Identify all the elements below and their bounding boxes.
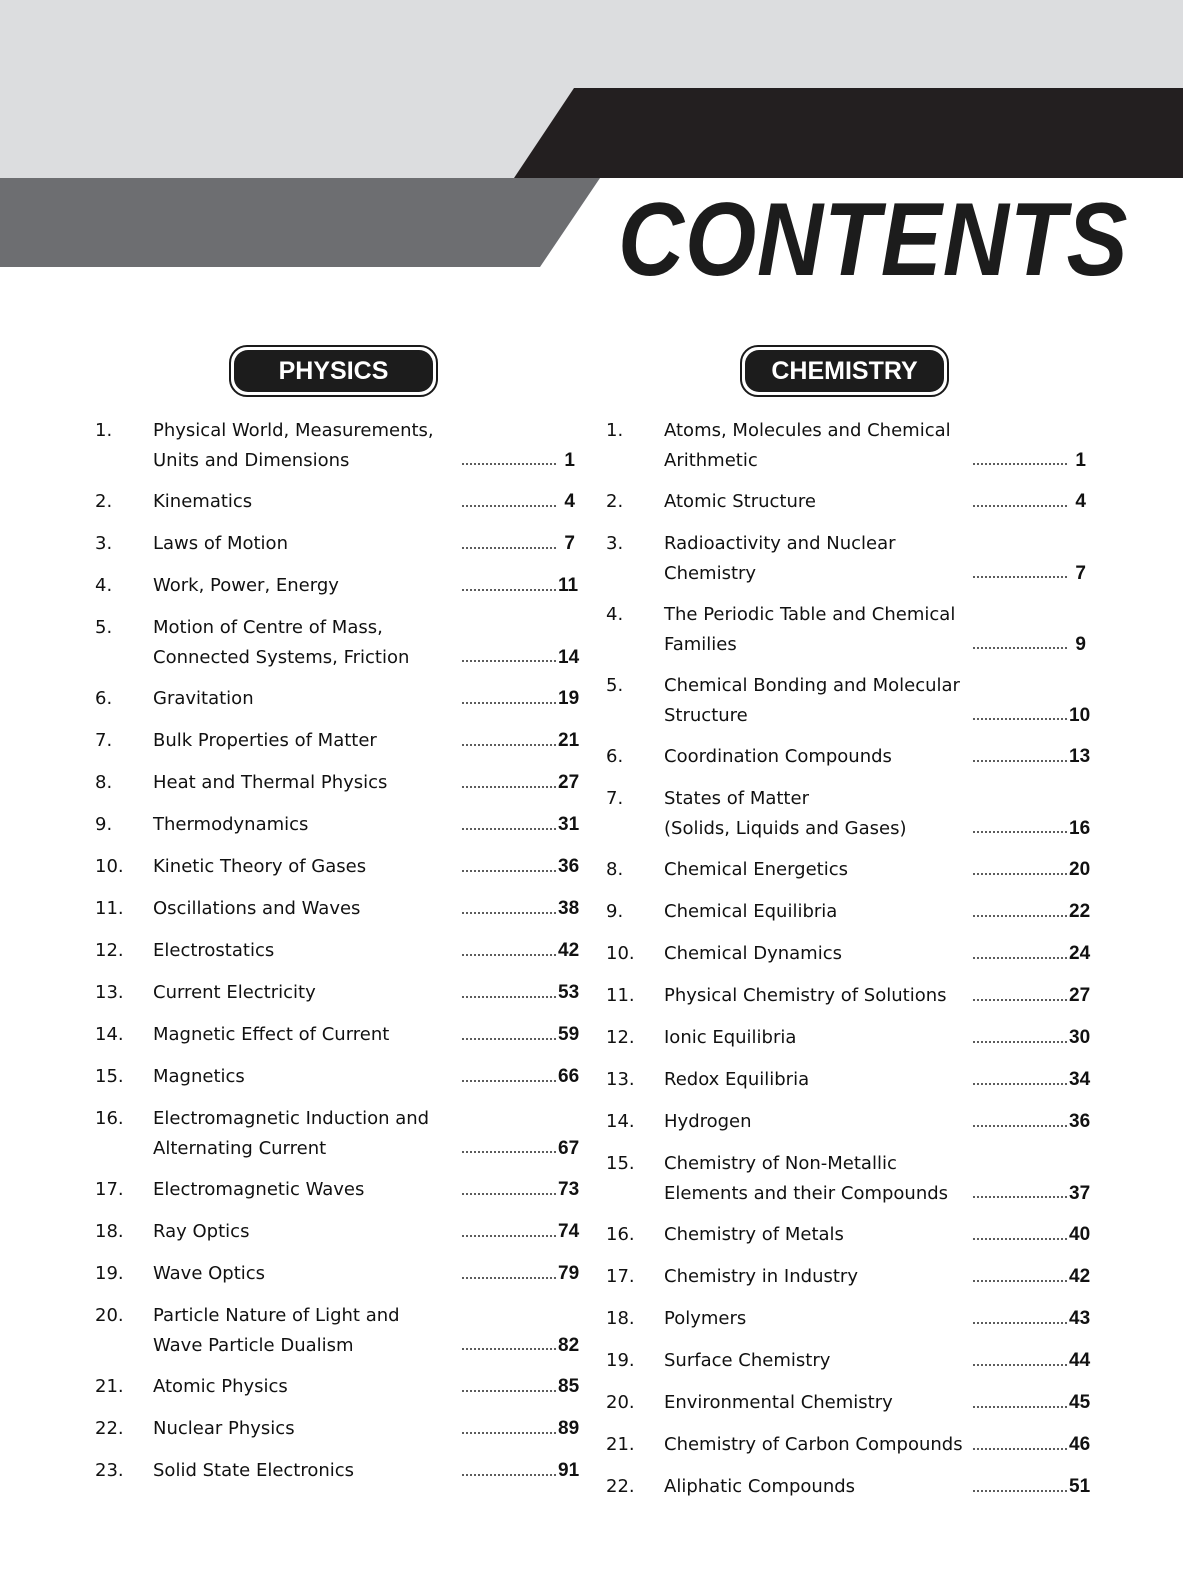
entry-page-number: 11 (558, 575, 579, 596)
entry-number: 10. (606, 943, 635, 964)
entry-page-number: 79 (558, 1263, 580, 1284)
entry-number: 4. (95, 575, 113, 596)
entry-number: 8. (606, 859, 624, 880)
dot-leader (972, 1278, 1069, 1284)
entry-title: Particle Nature of Light and Wave Particle Dualism (153, 1305, 400, 1356)
physics-toc-entry (95, 1020, 580, 1050)
dot-leader (461, 503, 558, 509)
dot-leader (461, 1472, 558, 1478)
chemistry-toc-entry (606, 1430, 1091, 1460)
entry-number: 13. (606, 1069, 635, 1090)
entry-page-number: 91 (558, 1460, 580, 1481)
entry-title: Electromagnetic Induction and Alternating Current (153, 1108, 430, 1159)
entry-page-number: 7 (1075, 562, 1086, 584)
chemistry-toc-entry (606, 855, 1091, 885)
entry-title: Nuclear Physics (153, 1418, 295, 1439)
entry-number: 12. (95, 940, 124, 961)
dot-leader (461, 700, 558, 706)
dot-leader (461, 1233, 558, 1239)
entry-title: Aliphatic Compounds (664, 1476, 856, 1497)
entry-title: Wave Optics (153, 1263, 266, 1284)
entry-number: 16. (606, 1224, 635, 1245)
entry-page-number: 36 (558, 856, 580, 877)
chemistry-toc-entry (606, 671, 1091, 730)
entry-page-number: 42 (1069, 1266, 1091, 1287)
entry-page-number: 36 (1069, 1111, 1091, 1132)
physics-toc-entry (95, 571, 579, 601)
physics-toc-entry (95, 768, 580, 798)
dot-leader (972, 871, 1069, 877)
entry-page-number: 40 (1069, 1224, 1091, 1245)
physics-toc-entry (95, 1301, 580, 1360)
entry-page-number: 38 (558, 898, 580, 919)
entry-number: 2. (95, 491, 113, 512)
chemistry-toc-entry (606, 981, 1091, 1011)
entry-number: 22. (606, 1476, 635, 1497)
dot-leader (972, 1123, 1069, 1129)
entry-number: 21. (95, 1376, 124, 1397)
physics-toc-entry (95, 1414, 580, 1444)
entry-number: 22. (95, 1418, 124, 1439)
entry-title: The Periodic Table and Chemical Families (664, 604, 956, 655)
entry-number: 14. (95, 1024, 124, 1045)
page-title: CONTENTS (618, 182, 1129, 298)
entry-number: 14. (606, 1111, 635, 1132)
entry-page-number: 4 (564, 491, 575, 512)
entry-title: Chemical Bonding and Molecular Structure (664, 675, 960, 726)
chemistry-toc-entry (606, 1149, 1091, 1208)
entry-page-number: 31 (558, 814, 580, 835)
entry-number: 8. (95, 772, 113, 793)
dot-leader (972, 1081, 1069, 1087)
entry-number: 2. (606, 491, 624, 512)
physics-toc-entry (95, 416, 575, 475)
entry-number: 11. (95, 898, 124, 919)
entry-title: Hydrogen (664, 1111, 752, 1132)
dot-leader (461, 1346, 558, 1352)
chemistry-toc-entry (606, 487, 1086, 517)
chemistry-contents-list (606, 416, 1091, 1502)
entry-title: Chemistry of Carbon Compounds (664, 1434, 963, 1455)
entry-number: 12. (606, 1027, 635, 1048)
entry-number: 10. (95, 856, 124, 877)
entry-title: Current Electricity (153, 982, 316, 1003)
entry-title: Radioactivity and Nuclear Chemistry (664, 533, 896, 584)
entry-title: Atomic Physics (153, 1376, 288, 1397)
chemistry-heading-badge (740, 345, 949, 397)
entry-title: Heat and Thermal Physics (153, 772, 388, 793)
dot-leader (461, 742, 558, 748)
physics-toc-entry (95, 613, 580, 672)
entry-page-number: 20 (1069, 859, 1091, 880)
dot-leader (972, 461, 1069, 467)
entry-number: 15. (606, 1153, 635, 1174)
banner-dark-band (514, 88, 1183, 178)
entry-page-number: 1 (1075, 449, 1086, 471)
entry-page-number: 59 (558, 1024, 580, 1045)
chemistry-toc-entry (606, 529, 1086, 588)
entry-number: 18. (606, 1308, 635, 1329)
entry-page-number: 37 (1069, 1182, 1091, 1204)
dot-leader (461, 784, 558, 790)
entry-page-number: 9 (1075, 633, 1086, 655)
entry-page-number: 85 (558, 1376, 580, 1397)
entry-page-number: 16 (1069, 817, 1091, 839)
dot-leader (972, 1362, 1069, 1368)
physics-toc-entry (95, 1456, 580, 1486)
entry-page-number: 45 (1069, 1392, 1091, 1413)
chemistry-toc-entry (606, 1220, 1091, 1250)
physics-toc-entry (95, 852, 580, 882)
entry-number: 20. (606, 1392, 635, 1413)
entry-title: Kinematics (153, 491, 253, 512)
entry-number: 5. (606, 675, 624, 696)
chemistry-toc-entry (606, 1346, 1091, 1376)
entry-title: Surface Chemistry (664, 1350, 831, 1371)
physics-toc-entry (95, 1062, 580, 1092)
physics-toc-entry (95, 810, 580, 840)
entry-page-number: 51 (1069, 1476, 1091, 1497)
dot-leader (972, 758, 1069, 764)
physics-toc-entry (95, 978, 580, 1008)
entry-number: 11. (606, 985, 635, 1006)
entry-number: 9. (606, 901, 624, 922)
dot-leader (972, 913, 1069, 919)
dot-leader (461, 826, 558, 832)
entry-title: Gravitation (153, 688, 254, 709)
entry-page-number: 4 (1075, 491, 1086, 512)
entry-number: 21. (606, 1434, 635, 1455)
entry-number: 6. (606, 746, 624, 767)
entry-number: 16. (95, 1108, 124, 1129)
entry-title: Physical Chemistry of Solutions (664, 985, 947, 1006)
physics-toc-entry (95, 936, 580, 966)
dot-leader (461, 587, 558, 593)
entry-title: Coordination Compounds (664, 746, 892, 767)
entry-page-number: 67 (558, 1137, 580, 1159)
entry-title: Bulk Properties of Matter (153, 730, 377, 751)
entry-number: 6. (95, 688, 113, 709)
entry-title: Chemical Energetics (664, 859, 849, 880)
entry-title: Motion of Centre of Mass, Connected Systems, Friction (153, 617, 410, 668)
dot-leader (972, 829, 1069, 835)
entry-number: 1. (95, 420, 113, 441)
dot-leader (972, 503, 1069, 509)
entry-number: 19. (95, 1263, 124, 1284)
entry-title: Laws of Motion (153, 533, 288, 554)
dot-leader (972, 1236, 1069, 1242)
banner-mid-band (0, 178, 600, 267)
entry-number: 9. (95, 814, 113, 835)
entry-page-number: 7 (564, 533, 575, 554)
entry-title: Environmental Chemistry (664, 1392, 893, 1413)
entry-page-number: 82 (558, 1334, 580, 1356)
entry-title: Magnetic Effect of Current (153, 1024, 390, 1045)
entry-number: 7. (95, 730, 113, 751)
entry-number: 15. (95, 1066, 124, 1087)
chemistry-toc-entry (606, 784, 1091, 843)
entry-page-number: 14 (558, 646, 580, 668)
physics-toc-entry (95, 1372, 580, 1402)
dot-leader (461, 461, 558, 467)
dot-leader (461, 658, 558, 664)
dot-leader (972, 574, 1069, 580)
entry-title: Chemistry of Metals (664, 1224, 844, 1245)
entry-page-number: 24 (1069, 943, 1091, 964)
physics-toc-entry (95, 1175, 580, 1205)
entry-title: Thermodynamics (153, 814, 309, 835)
entry-title: Magnetics (153, 1066, 245, 1087)
dot-leader (972, 1446, 1069, 1452)
entry-page-number: 22 (1069, 901, 1091, 922)
dot-leader (461, 1388, 558, 1394)
entry-number: 19. (606, 1350, 635, 1371)
chemistry-toc-entry (606, 1304, 1091, 1334)
physics-toc-entry (95, 1259, 580, 1289)
entry-title: Electromagnetic Waves (153, 1179, 365, 1200)
dot-leader (972, 1488, 1069, 1494)
entry-number: 7. (606, 788, 624, 809)
dot-leader (972, 955, 1069, 961)
dot-leader (461, 545, 558, 551)
dot-leader (461, 952, 558, 958)
physics-toc-entry (95, 1104, 580, 1163)
entry-title: States of Matter (Solids, Liquids and Gases) (664, 788, 907, 839)
chemistry-toc-entry (606, 600, 1086, 659)
entry-number: 3. (95, 533, 113, 554)
entry-title: Atomic Structure (664, 491, 816, 512)
entry-page-number: 19 (558, 688, 580, 709)
entry-number: 5. (95, 617, 113, 638)
entry-page-number: 13 (1069, 746, 1091, 767)
dot-leader (972, 1194, 1069, 1200)
entry-title: Polymers (664, 1308, 747, 1329)
entry-page-number: 21 (558, 730, 580, 751)
physics-heading-badge (229, 345, 438, 397)
entry-page-number: 43 (1069, 1308, 1091, 1329)
entry-page-number: 27 (1069, 985, 1091, 1006)
dot-leader (461, 910, 558, 916)
entry-title: Ray Optics (153, 1221, 250, 1242)
physics-toc-entry (95, 894, 580, 924)
chemistry-toc-entry (606, 742, 1091, 772)
entry-number: 20. (95, 1305, 124, 1326)
dot-leader (461, 1149, 558, 1155)
entry-page-number: 30 (1069, 1027, 1091, 1048)
entry-page-number: 42 (558, 940, 580, 961)
dot-leader (461, 868, 558, 874)
dot-leader (972, 997, 1069, 1003)
dot-leader (461, 1191, 558, 1197)
dot-leader (972, 716, 1069, 722)
physics-toc-entry (95, 487, 575, 517)
entry-number: 17. (95, 1179, 124, 1200)
dot-leader (461, 1430, 558, 1436)
chemistry-toc-entry (606, 1107, 1091, 1137)
entry-title: Redox Equilibria (664, 1069, 810, 1090)
chemistry-heading: CHEMISTRY (745, 350, 944, 392)
entry-title: Electrostatics (153, 940, 275, 961)
dot-leader (461, 994, 558, 1000)
chemistry-toc-entry (606, 1262, 1091, 1292)
entry-page-number: 44 (1069, 1350, 1091, 1371)
entry-number: 13. (95, 982, 124, 1003)
chemistry-toc-entry (606, 939, 1091, 969)
physics-toc-entry (95, 529, 575, 559)
entry-title: Work, Power, Energy (153, 575, 339, 596)
entry-number: 4. (606, 604, 624, 625)
entry-number: 3. (606, 533, 624, 554)
entry-page-number: 34 (1069, 1069, 1091, 1090)
entry-page-number: 89 (558, 1418, 580, 1439)
physics-heading: PHYSICS (234, 350, 433, 392)
entry-page-number: 74 (558, 1221, 580, 1242)
entry-page-number: 10 (1069, 704, 1091, 726)
entry-number: 17. (606, 1266, 635, 1287)
entry-title: Oscillations and Waves (153, 898, 361, 919)
entry-page-number: 46 (1069, 1434, 1091, 1455)
physics-contents-list (95, 416, 580, 1486)
dot-leader (972, 1039, 1069, 1045)
entry-page-number: 53 (558, 982, 580, 1003)
entry-title: Chemical Equilibria (664, 901, 838, 922)
entry-page-number: 66 (558, 1066, 580, 1087)
entry-page-number: 73 (558, 1179, 580, 1200)
entry-title: Chemistry of Non-Metallic Elements and their Compounds (664, 1153, 949, 1204)
dot-leader (461, 1078, 558, 1084)
chemistry-toc-entry (606, 1388, 1091, 1418)
physics-toc-entry (95, 1217, 580, 1247)
chemistry-toc-entry (606, 1065, 1091, 1095)
entry-page-number: 1 (564, 449, 575, 471)
entry-number: 18. (95, 1221, 124, 1242)
chemistry-toc-entry (606, 897, 1091, 927)
entry-number: 23. (95, 1460, 124, 1481)
entry-number: 1. (606, 420, 624, 441)
entry-title: Chemistry in Industry (664, 1266, 858, 1287)
physics-toc-entry (95, 684, 580, 714)
dot-leader (972, 1404, 1069, 1410)
chemistry-toc-entry (606, 1472, 1091, 1502)
entry-title: Ionic Equilibria (664, 1027, 797, 1048)
entry-title: Atoms, Molecules and Chemical Arithmetic (664, 420, 951, 471)
entry-title: Kinetic Theory of Gases (153, 856, 367, 877)
dot-leader (461, 1275, 558, 1281)
dot-leader (461, 1036, 558, 1042)
dot-leader (972, 1320, 1069, 1326)
entry-title: Chemical Dynamics (664, 943, 842, 964)
chemistry-toc-entry (606, 416, 1086, 475)
dot-leader (972, 645, 1069, 651)
entry-title: Solid State Electronics (153, 1460, 355, 1481)
chemistry-toc-entry (606, 1023, 1091, 1053)
entry-page-number: 27 (558, 772, 580, 793)
physics-toc-entry (95, 726, 580, 756)
entry-title: Physical World, Measurements, Units and Dimensions (153, 420, 434, 471)
